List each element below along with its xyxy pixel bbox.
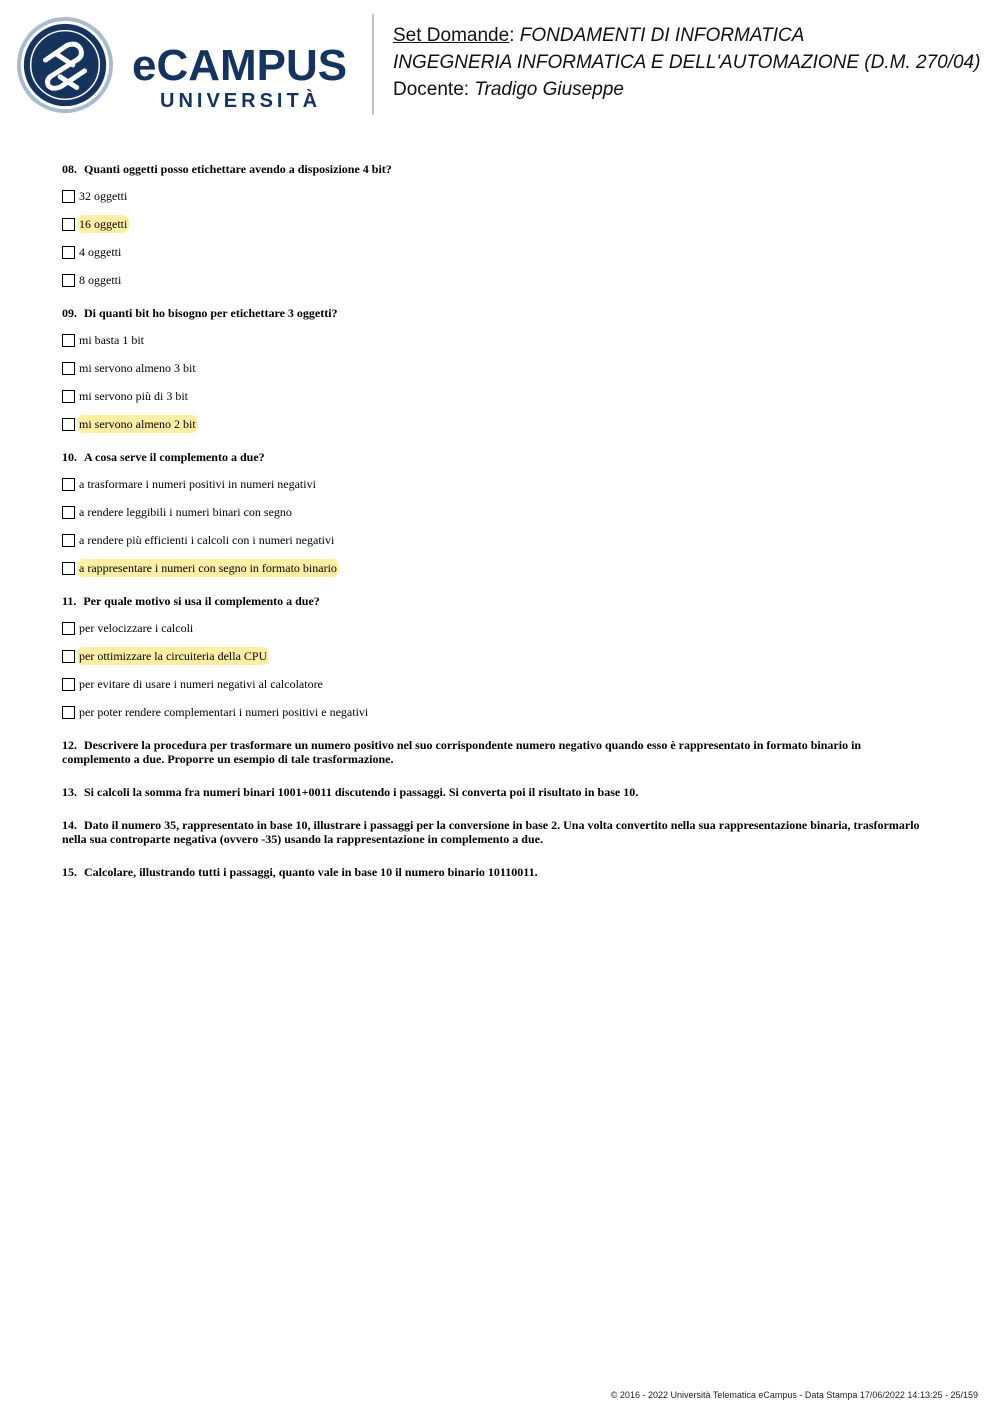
question-text: Quanti oggetti posso etichettare avendo a disposizione 4 bit?: [84, 162, 392, 176]
question-number: 12.: [62, 738, 77, 752]
question-08: [62, 162, 922, 294]
answer-checkbox[interactable]: [62, 622, 75, 635]
answer-checkbox[interactable]: [62, 334, 75, 347]
answer-option[interactable]: [62, 470, 922, 498]
answer-checkbox[interactable]: [62, 362, 75, 375]
answer-option[interactable]: [62, 642, 922, 670]
answer-option[interactable]: [62, 410, 922, 438]
answer-checkbox[interactable]: [62, 506, 75, 519]
answer-checkbox[interactable]: [62, 418, 75, 431]
answer-option[interactable]: [62, 210, 922, 238]
answer-checkbox[interactable]: [62, 274, 75, 287]
header-info: [393, 22, 980, 103]
question-11: [62, 594, 922, 726]
answer-text: 4 oggetti: [79, 245, 122, 259]
header-line-teacher: [393, 76, 980, 103]
question-text: Di quanti bit ho bisogno per etichettare 3 oggetti?: [84, 306, 338, 320]
question-title: [62, 450, 922, 464]
logo-brand-text: eCAMPUS: [132, 41, 348, 90]
question-title: [62, 865, 922, 879]
question-number: 09.: [62, 306, 77, 320]
answer-option[interactable]: [62, 182, 922, 210]
question-12: [62, 738, 922, 766]
question-list: [62, 162, 922, 898]
answer-option[interactable]: [62, 614, 922, 642]
question-number: 08.: [62, 162, 77, 176]
answer-checkbox[interactable]: [62, 190, 75, 203]
answer-option[interactable]: [62, 382, 922, 410]
answer-option[interactable]: [62, 670, 922, 698]
question-text: Descrivere la procedura per trasformare un numero positivo nel suo corrispondente numero negativo quando esso è rappresentato in formato binario in complemento a due. Proporre un esempio di tale trasformazione.: [62, 738, 862, 766]
question-10: [62, 450, 922, 582]
question-text: Si calcoli la somma fra numeri binari 1001+0011 discutendo i passaggi. Si converta poi il risultato in base 10.: [84, 785, 639, 799]
option-list: [62, 182, 922, 294]
question-14: [62, 818, 922, 846]
question-text: Dato il numero 35, rappresentato in base 10, illustrare i passaggi per la conversione in base 2. Una volta convertito nella sua rappresentazione binaria, trasformarlo nella sua controparte negativa (ovvero -35) usando la rappresentazione in complemento a due.: [62, 818, 920, 846]
answer-option[interactable]: [62, 238, 922, 266]
answer-option[interactable]: [62, 326, 922, 354]
answer-checkbox[interactable]: [62, 246, 75, 259]
course-title: FONDAMENTI DI INFORMATICA: [519, 25, 805, 46]
question-text: Per quale motivo si usa il complemento a due?: [83, 594, 320, 608]
answer-text-highlighted: 16 oggetti: [79, 217, 128, 231]
answer-text: a rendere leggibili i numeri binari con segno: [79, 505, 292, 519]
university-seal-logo: [16, 16, 114, 114]
question-15: [62, 865, 922, 879]
answer-checkbox[interactable]: [62, 562, 75, 575]
answer-text: 8 oggetti: [79, 273, 122, 287]
logo-sub-text: UNIVERSITÀ: [160, 90, 322, 112]
question-number: 11.: [62, 594, 77, 608]
question-text: A cosa serve il complemento a due?: [84, 450, 265, 464]
question-title: [62, 162, 922, 176]
question-text: Calcolare, illustrando tutti i passaggi, quanto vale in base 10 il numero binario 10110011.: [84, 865, 538, 879]
option-list: [62, 470, 922, 582]
option-list: [62, 614, 922, 726]
answer-text: mi servono più di 3 bit: [79, 389, 188, 403]
answer-checkbox[interactable]: [62, 650, 75, 663]
answer-checkbox[interactable]: [62, 534, 75, 547]
answer-text: per velocizzare i calcoli: [79, 621, 194, 635]
question-number: 15.: [62, 865, 77, 879]
answer-text: mi basta 1 bit: [79, 333, 144, 347]
answer-option[interactable]: [62, 266, 922, 294]
answer-option[interactable]: [62, 354, 922, 382]
question-number: 10.: [62, 450, 77, 464]
answer-option[interactable]: [62, 554, 922, 582]
answer-text-highlighted: a rappresentare i numeri con segno in formato binario: [79, 561, 337, 575]
answer-checkbox[interactable]: [62, 218, 75, 231]
answer-checkbox[interactable]: [62, 478, 75, 491]
question-09: [62, 306, 922, 438]
page-header: [0, 0, 1000, 130]
ecampus-wordmark-logo: [132, 40, 357, 115]
answer-text: 32 oggetti: [79, 189, 128, 203]
answer-text-highlighted: mi servono almeno 2 bit: [79, 417, 196, 431]
teacher-name: Tradigo Giuseppe: [474, 79, 624, 100]
question-title: [62, 738, 922, 766]
answer-text: per evitare di usare i numeri negativi al calcolatore: [79, 677, 323, 691]
question-13: [62, 785, 922, 799]
header-divider: [372, 14, 374, 115]
set-separator: :: [509, 25, 520, 46]
answer-option[interactable]: [62, 698, 922, 726]
question-number: 13.: [62, 785, 77, 799]
question-number: 14.: [62, 818, 77, 832]
answer-checkbox[interactable]: [62, 678, 75, 691]
teacher-label: Docente:: [393, 79, 475, 100]
question-title: [62, 818, 922, 846]
answer-text: a trasformare i numeri positivi in numeri negativi: [79, 477, 316, 491]
set-label: Set Domande: [393, 25, 510, 46]
page-footer: © 2016 - 2022 Università Telematica eCampus - Data Stampa 17/06/2022 14:13:25 - 25/159: [610, 1390, 978, 1400]
answer-option[interactable]: [62, 498, 922, 526]
header-line-course: [393, 22, 980, 49]
answer-text: per poter rendere complementari i numeri positivi e negativi: [79, 705, 369, 719]
answer-text: a rendere più efficienti i calcoli con i numeri negativi: [79, 533, 335, 547]
question-title: [62, 594, 922, 608]
option-list: [62, 326, 922, 438]
answer-text: mi servono almeno 3 bit: [79, 361, 196, 375]
question-title: [62, 306, 922, 320]
program-title: INGEGNERIA INFORMATICA E DELL'AUTOMAZIONE (D.M. 270/04): [393, 52, 981, 73]
answer-option[interactable]: [62, 526, 922, 554]
answer-checkbox[interactable]: [62, 706, 75, 719]
answer-checkbox[interactable]: [62, 390, 75, 403]
answer-text-highlighted: per ottimizzare la circuiteria della CPU: [79, 649, 268, 663]
question-title: [62, 785, 922, 799]
